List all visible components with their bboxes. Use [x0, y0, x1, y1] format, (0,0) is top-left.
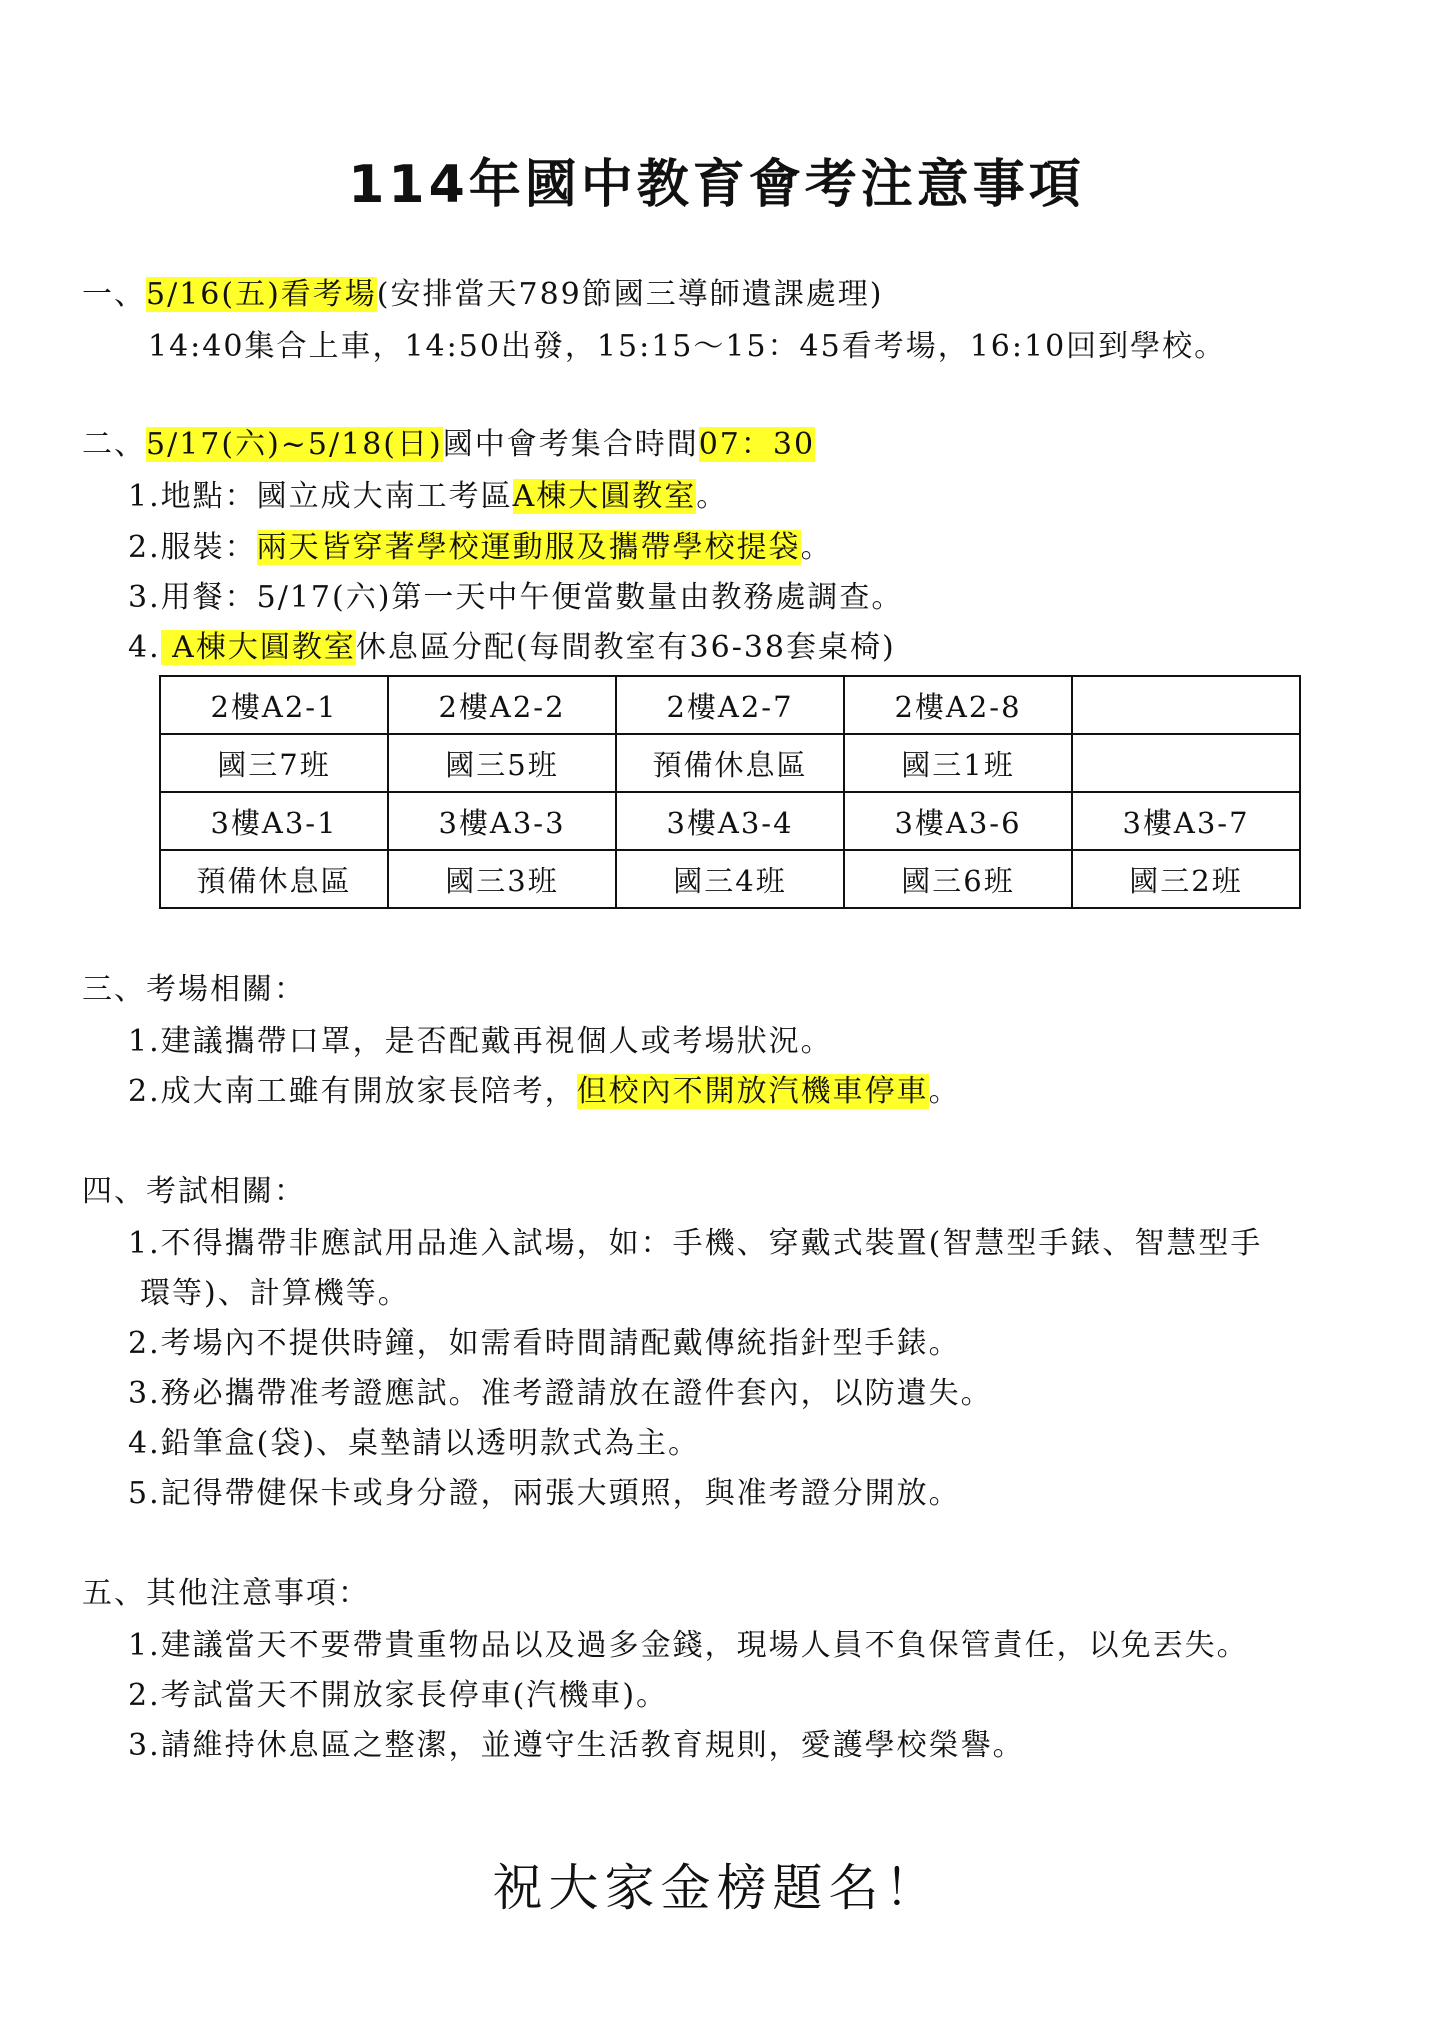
- table-cell: 國三6班: [844, 850, 1072, 908]
- section-4-item-5: 5.記得帶健保卡或身分證，兩張大頭照，與准考證分開放。: [128, 1476, 961, 1511]
- table-cell: 3樓A3-6: [844, 792, 1072, 850]
- section-5-item-3: 3.請維持休息區之整潔，並遵守生活教育規則，愛護學校榮譽。: [128, 1728, 1025, 1763]
- table-cell: 3樓A3-1: [160, 792, 388, 850]
- classroom-highlight: A棟大圓教室: [160, 630, 356, 665]
- section-2-item-4: [128, 626, 896, 670]
- section-2-heading: [82, 423, 815, 467]
- table-cell: 2樓A2-1: [160, 676, 388, 734]
- section-1-prefix: 一、: [82, 277, 146, 312]
- page-title: 114年國中教育會考注意事項: [348, 155, 1085, 215]
- table-cell: 預備休息區: [160, 850, 388, 908]
- item-text: 休息區分配(每間教室有36-38套桌椅): [355, 630, 896, 665]
- item-text: 。: [928, 1074, 961, 1109]
- table-row: [160, 850, 1300, 908]
- table-cell: [1072, 734, 1300, 792]
- section-2-item-1: [128, 475, 728, 519]
- table-cell: 3樓A3-3: [388, 792, 616, 850]
- rest-area-table-body: [160, 676, 1300, 908]
- section-4-item-1a: 1.不得攜帶非應試用品進入試場，如：手機、穿戴式裝置(智慧型手錶、智慧型手: [128, 1226, 1263, 1261]
- table-row: [160, 792, 1300, 850]
- section-4-heading: 四、考試相關：: [82, 1174, 306, 1209]
- section-2-item-2: [128, 526, 833, 570]
- section-3-item-2: [128, 1070, 961, 1114]
- table-cell: 國三4班: [616, 850, 844, 908]
- section-2-dates-highlight: 5/17(六)~5/18(日): [146, 427, 443, 462]
- section-5-item-1: 1.建議當天不要帶貴重物品以及過多金錢，現場人員不負保管責任，以免丟失。: [128, 1628, 1249, 1663]
- table-row: [160, 676, 1300, 734]
- section-1-line-1: [82, 273, 883, 317]
- table-cell: 國三2班: [1072, 850, 1300, 908]
- table-cell: 2樓A2-7: [616, 676, 844, 734]
- location-highlight: A棟大圓教室: [512, 479, 697, 514]
- table-cell: 國三3班: [388, 850, 616, 908]
- item-text: 4.: [128, 630, 161, 665]
- rest-area-table: [159, 675, 1301, 909]
- table-cell: 3樓A3-7: [1072, 792, 1300, 850]
- section-5-heading: 五、其他注意事項：: [82, 1576, 370, 1611]
- dress-highlight: 兩天皆穿著學校運動服及攜帶學校提袋: [256, 530, 801, 565]
- table-cell: [1072, 676, 1300, 734]
- section-5-item-2: 2.考試當天不開放家長停車(汽機車)。: [128, 1678, 669, 1713]
- section-3-item-1: 1.建議攜帶口罩，是否配戴再視個人或考場狀況。: [128, 1024, 833, 1059]
- section-4-item-1b: 環等)、計算機等。: [140, 1276, 410, 1311]
- table-cell: 預備休息區: [616, 734, 844, 792]
- item-text: 1.地點：國立成大南工考區: [128, 479, 513, 514]
- section-3-heading: 三、考場相關：: [82, 972, 306, 1007]
- section-4-item-2: 2.考場內不提供時鐘，如需看時間請配戴傳統指針型手錶。: [128, 1326, 961, 1361]
- table-cell: 2樓A2-2: [388, 676, 616, 734]
- section-1-date-highlight: 5/16(五)看考場: [146, 277, 377, 312]
- item-text: 2.服裝：: [128, 530, 257, 565]
- table-cell: 2樓A2-8: [844, 676, 1072, 734]
- section-4-item-4: 4.鉛筆盒(袋)、桌墊請以透明款式為主。: [128, 1426, 701, 1461]
- section-2-item-3: 3.用餐：5/17(六)第一天中午便當數量由教務處調查。: [128, 580, 904, 615]
- item-text: 。: [800, 530, 833, 565]
- section-1-schedule: 14:40集合上車，14:50出發，15:15～15：45看考場，16:10回到學校。: [148, 329, 1227, 364]
- table-cell: 國三7班: [160, 734, 388, 792]
- table-cell: 國三5班: [388, 734, 616, 792]
- section-2-prefix: 二、: [82, 427, 146, 462]
- closing-message: 祝大家金榜題名！: [492, 1859, 941, 1917]
- parking-highlight: 但校內不開放汽機車停車: [576, 1074, 929, 1109]
- item-text: 2.成大南工雖有開放家長陪考，: [128, 1074, 577, 1109]
- table-cell: 3樓A3-4: [616, 792, 844, 850]
- item-text: 。: [696, 479, 729, 514]
- section-2-mid: 國中會考集合時間: [442, 427, 699, 462]
- table-cell: 國三1班: [844, 734, 1072, 792]
- section-2-time-highlight: 07：30: [698, 427, 816, 462]
- table-row: [160, 734, 1300, 792]
- section-4-item-3: 3.務必攜帶准考證應試。准考證請放在證件套內，以防遺失。: [128, 1376, 993, 1411]
- section-1-note: (安排當天789節國三導師遺課處理): [376, 277, 884, 312]
